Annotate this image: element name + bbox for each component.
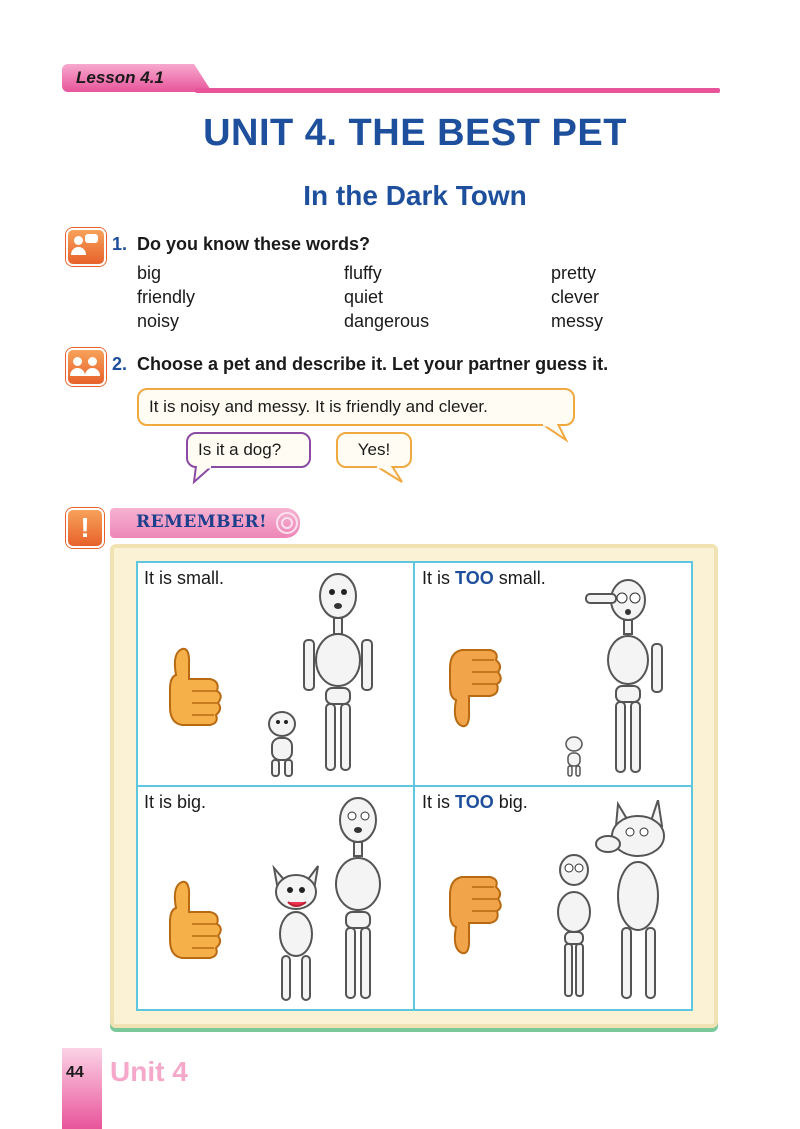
thumbs-down-icon: [442, 872, 512, 957]
unit-title: UNIT 4. THE BEST PET: [203, 112, 627, 154]
cell-caption: It is TOO big.: [422, 792, 528, 812]
lesson-subtitle: In the Dark Town: [303, 180, 527, 211]
word: friendly: [137, 287, 196, 307]
big-dog-skeleton-illustration: [592, 800, 680, 1004]
speech-bubble-main: [137, 388, 575, 426]
exercise-1-instruction: Do you know these words?: [137, 234, 371, 254]
skeleton-illustration: [578, 574, 668, 782]
thumbs-down-icon: [442, 645, 512, 730]
thumbs-up-icon: [162, 878, 232, 963]
header-rule: [195, 88, 720, 93]
tiny-puppy-skeleton-illustration: [560, 735, 588, 779]
cell-caption: It is big.: [144, 792, 207, 812]
unit-footer-label: Unit 4: [110, 1056, 188, 1087]
lesson-label: Lesson 4.1: [76, 68, 164, 87]
cell-caption: It is small.: [144, 568, 225, 588]
word: noisy: [137, 311, 180, 331]
page-number: 44: [66, 1064, 84, 1081]
speech-question-text: Is it a dog?: [198, 440, 282, 459]
word: quiet: [344, 287, 384, 307]
cell-caption: It is TOO small.: [422, 568, 546, 588]
word: messy: [551, 311, 604, 331]
speech-tail: [372, 466, 406, 486]
word: clever: [551, 287, 600, 307]
exclamation-icon: !: [66, 508, 104, 548]
speech-answer-text: Yes!: [357, 440, 391, 459]
speech-tail: [540, 424, 570, 444]
exercise-1-number: 1.: [112, 234, 128, 254]
speech-tail: [190, 466, 220, 486]
pair-work-icon: [66, 348, 106, 386]
puppy-skeleton-illustration: [258, 708, 306, 780]
speech-main-text: It is noisy and messy. It is friendly and clever.: [149, 397, 488, 416]
speech-bubble-question: [186, 432, 311, 468]
exercise-2-number: 2.: [112, 354, 128, 374]
remember-label: REMEMBER!: [136, 512, 268, 532]
speech-bubble-answer: [336, 432, 412, 468]
word: pretty: [551, 263, 597, 283]
word: big: [137, 263, 162, 283]
grid-divider: [136, 785, 693, 787]
page-number-tab: [62, 1048, 102, 1129]
skeleton-illustration: [320, 792, 398, 1004]
word: fluffy: [344, 263, 382, 283]
word: dangerous: [344, 311, 430, 331]
exercise-2-instruction: Choose a pet and describe it. Let your partner guess it.: [137, 354, 609, 374]
target-icon: [274, 510, 300, 536]
thumbs-up-icon: [162, 645, 232, 730]
speaking-icon: [66, 228, 106, 266]
